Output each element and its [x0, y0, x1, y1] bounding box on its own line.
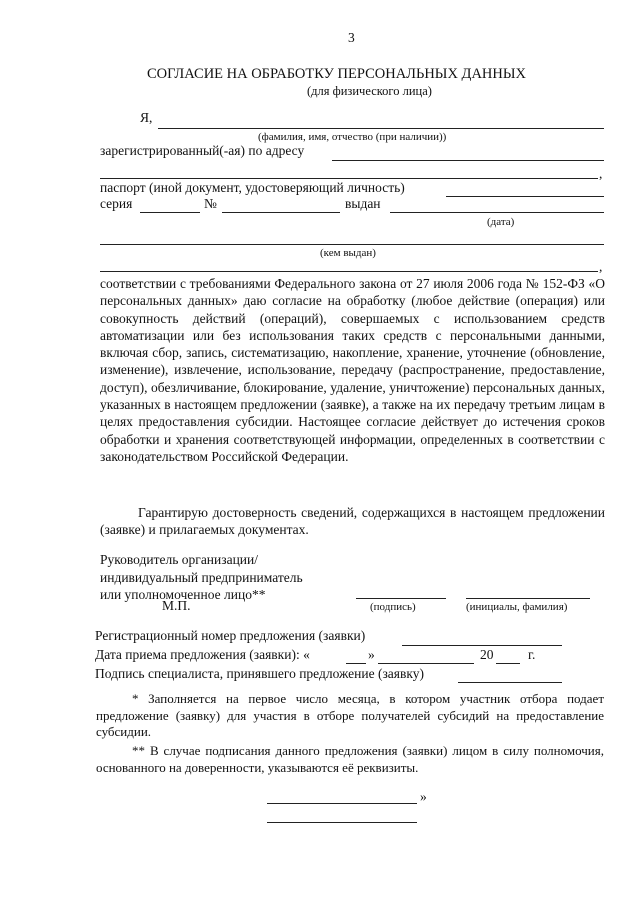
series-field-line[interactable]	[140, 212, 200, 213]
quote: »	[420, 789, 427, 804]
year-suffix: г.	[528, 647, 536, 662]
label-receipt-date: Дата приема предложения (заявки): «	[95, 647, 310, 662]
footnote-1: * Заполняется на первое число месяца, в котором участник отбора подает предложение (заявку) для участия в отборе получателей субсидий на предоставление субсидии.	[96, 691, 604, 739]
bottom-field-line-1[interactable]	[267, 803, 417, 804]
stamp-place-label: М.П.	[162, 598, 191, 613]
fio-field-line[interactable]	[158, 128, 604, 129]
label-number: №	[204, 196, 217, 211]
issue-date-field-line[interactable]	[390, 212, 604, 213]
signature-field-line[interactable]	[356, 598, 446, 599]
issued-by-caption: (кем выдан)	[320, 247, 376, 259]
quote: »	[368, 647, 375, 662]
date-caption: (дата)	[487, 216, 515, 228]
document-title: СОГЛАСИЕ НА ОБРАБОТКУ ПЕРСОНАЛЬНЫХ ДАННЫХ	[147, 66, 526, 82]
fio-caption: (фамилия, имя, отчество (при наличии))	[258, 131, 447, 143]
label-issued: выдан	[345, 196, 381, 211]
year-prefix: 20	[480, 647, 494, 662]
label-passport: паспорт (иной документ, удостоверяющий личность)	[100, 180, 405, 195]
signature-line-1: Руководитель организации/	[100, 552, 259, 567]
label-registered-address: зарегистрированный(-ая) по адресу	[100, 143, 305, 158]
issued-by-field-line-2[interactable]	[100, 271, 598, 272]
label-specialist-signature: Подпись специалиста, принявшего предложение (заявку)	[95, 666, 424, 681]
document-subtitle: (для физического лица)	[307, 84, 432, 98]
comma: ,	[599, 259, 603, 274]
signature-line-3: или уполномоченное лицо**	[100, 587, 266, 602]
receipt-day-field-line[interactable]	[346, 663, 366, 664]
issued-by-field-line[interactable]	[100, 244, 604, 245]
guarantee-text: Гарантирую достоверность сведений, содержащихся в настоящем предложении (заявке) и прилагаемых документах.	[100, 505, 605, 538]
initials-caption: (инициалы, фамилия)	[466, 601, 568, 613]
label-ya: Я,	[140, 110, 153, 125]
signature-caption: (подпись)	[370, 601, 416, 613]
initials-field-line[interactable]	[466, 598, 590, 599]
page-number: 3	[348, 30, 355, 45]
receipt-year-field-line[interactable]	[496, 663, 520, 664]
label-series: серия	[100, 196, 133, 211]
address-field-line[interactable]	[332, 160, 604, 161]
receipt-month-field-line[interactable]	[378, 663, 474, 664]
bottom-field-line-2[interactable]	[267, 822, 417, 823]
address-field-line-2[interactable]	[100, 178, 598, 179]
specialist-signature-field-line[interactable]	[458, 682, 562, 683]
number-field-line[interactable]	[222, 212, 340, 213]
registration-number-field-line[interactable]	[402, 645, 562, 646]
signature-line-2: индивидуальный предприниматель	[100, 570, 303, 585]
comma: ,	[599, 166, 603, 181]
passport-type-field-line[interactable]	[446, 196, 604, 197]
label-registration-number: Регистрационный номер предложения (заявки)	[95, 628, 366, 643]
consent-text: соответствии с требованиями Федерального закона от 27 июля 2006 года № 152-ФЗ «О персональных данных» даю согласие на обработку (любое действие (операция) или совокупность действий (операций), совершаемых с использованием средств автоматизации или без использования таких средств с персональными данными, включая сбор, запись, систематизацию, накопление, хранение, уточнение (обновление, изменение), извлечение, использование, передачу (распространение, предоставление, доступ), обезличивание, блокирование, удаление, уничтожение) персональных данных, указанных в настоящем предложении (заявке), а также на их передачу третьим лицам в целях предоставления субсидии. Настоящее согласие действует до истечения сроков обработки и хранения соответствующей информации, определенных в соответствии с законодательством Российской Федерации.	[100, 276, 605, 464]
footnote-2: ** В случае подписания данного предложения (заявки) лицом в силу полномочия, основанного на доверенности, указываются её реквизиты.	[96, 743, 604, 775]
